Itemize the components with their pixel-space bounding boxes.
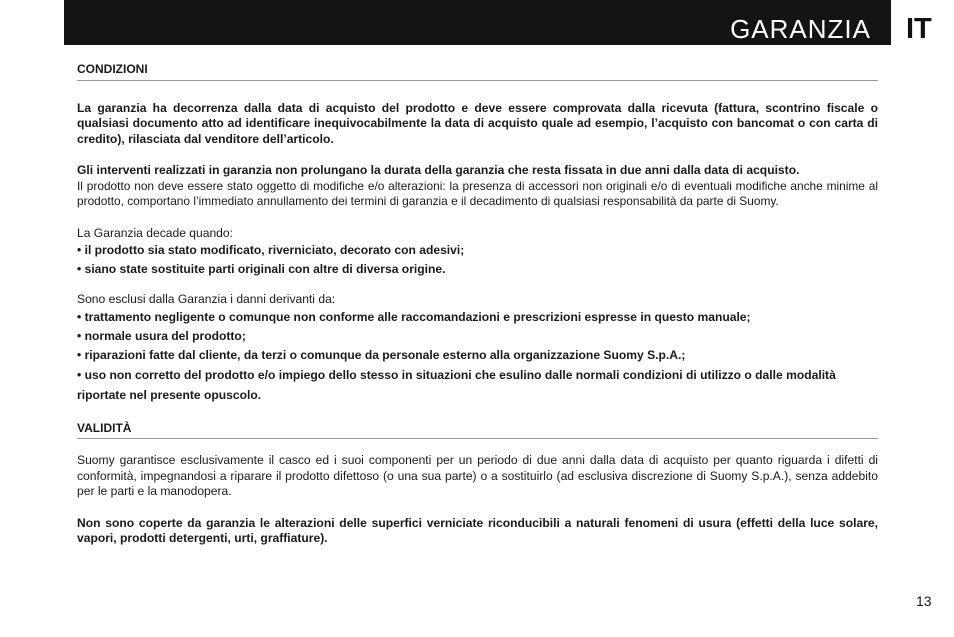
excluded-item: • riparazioni fatte dal cliente, da terzi o comunque da personale esterno alla organizzazione Suomy S.p.A.; (77, 347, 686, 362)
page-title: GARANZIA (730, 14, 871, 44)
decade-intro: La Garanzia decade quando: (77, 225, 233, 240)
conditions-heading: CONDIZIONI (77, 62, 878, 81)
page-number: 13 (916, 593, 932, 609)
excluded-item: • uso non corretto del prodotto e/o impiego dello stesso in situazioni che esulino dalle normali condizioni di utilizzo o dalle modalità riportate nel presente opuscolo. (77, 367, 836, 402)
excluded-item: • trattamento negligente o comunque non conforme alle raccomandazioni e prescrizioni espresse in questo manuale; (77, 309, 751, 324)
conditions-paragraph-2: Il prodotto non deve essere stato oggetto di modifiche e/o alterazioni: la presenza di accessori non originali e/o di eventuali modifiche anche minime al prodotto, comportano l’immediato annullamento dei termini di garanzia e il decadimento di qualsiasi responsabilità da parte di Suomy. (77, 178, 878, 208)
validity-paragraph-1: Suomy garantisce esclusivamente il casco ed i suoi componenti per un periodo di due anni dalla data di acquisto per quanto riguarda i difetti di conformità, impegnandosi a riparare il prodotto difettoso (o una sua parte) o a sostituirlo (ad esclusiva discrezione di Suomy S.p.A.), senza addebito per le parti e la manodopera. (77, 453, 878, 498)
conditions-paragraph-1: La garanzia ha decorrenza dalla data di acquisto del prodotto e deve essere comprovata dalla ricevuta (fattura, scontrino fiscale o qualsiasi documento atto ad identificare inequivocabilmente la data di acquisto quale ad esempio, l’acquisto con bancomat o con carta di credito), rilasciata dal venditore dell’articolo. (77, 100, 878, 146)
language-code: IT (906, 13, 932, 45)
excluded-item: • normale usura del prodotto; (77, 328, 246, 343)
header-bar (64, 0, 891, 45)
excluded-intro: Sono esclusi dalla Garanzia i danni derivanti da: (77, 292, 336, 306)
validity-paragraph-2: Non sono coperte da garanzia le alterazioni delle superfici verniciate riconducibili a naturali fenomeni di usura (effetti della luce solare, vapori, prodotti detergenti, urti, graffiature). (77, 515, 878, 545)
decade-item: • il prodotto sia stato modificato, riverniciato, decorato con adesivi; (77, 243, 465, 257)
decade-item: • siano state sostituite parti originali con altre di diversa origine. (77, 262, 446, 276)
validity-heading: VALIDITÀ (77, 421, 878, 440)
content (77, 62, 878, 547)
conditions-paragraph-2-bold: Gli interventi realizzati in garanzia non prolungano la durata della garanzia che resta fissata in due anni dalla data di acquisto. (77, 163, 800, 177)
